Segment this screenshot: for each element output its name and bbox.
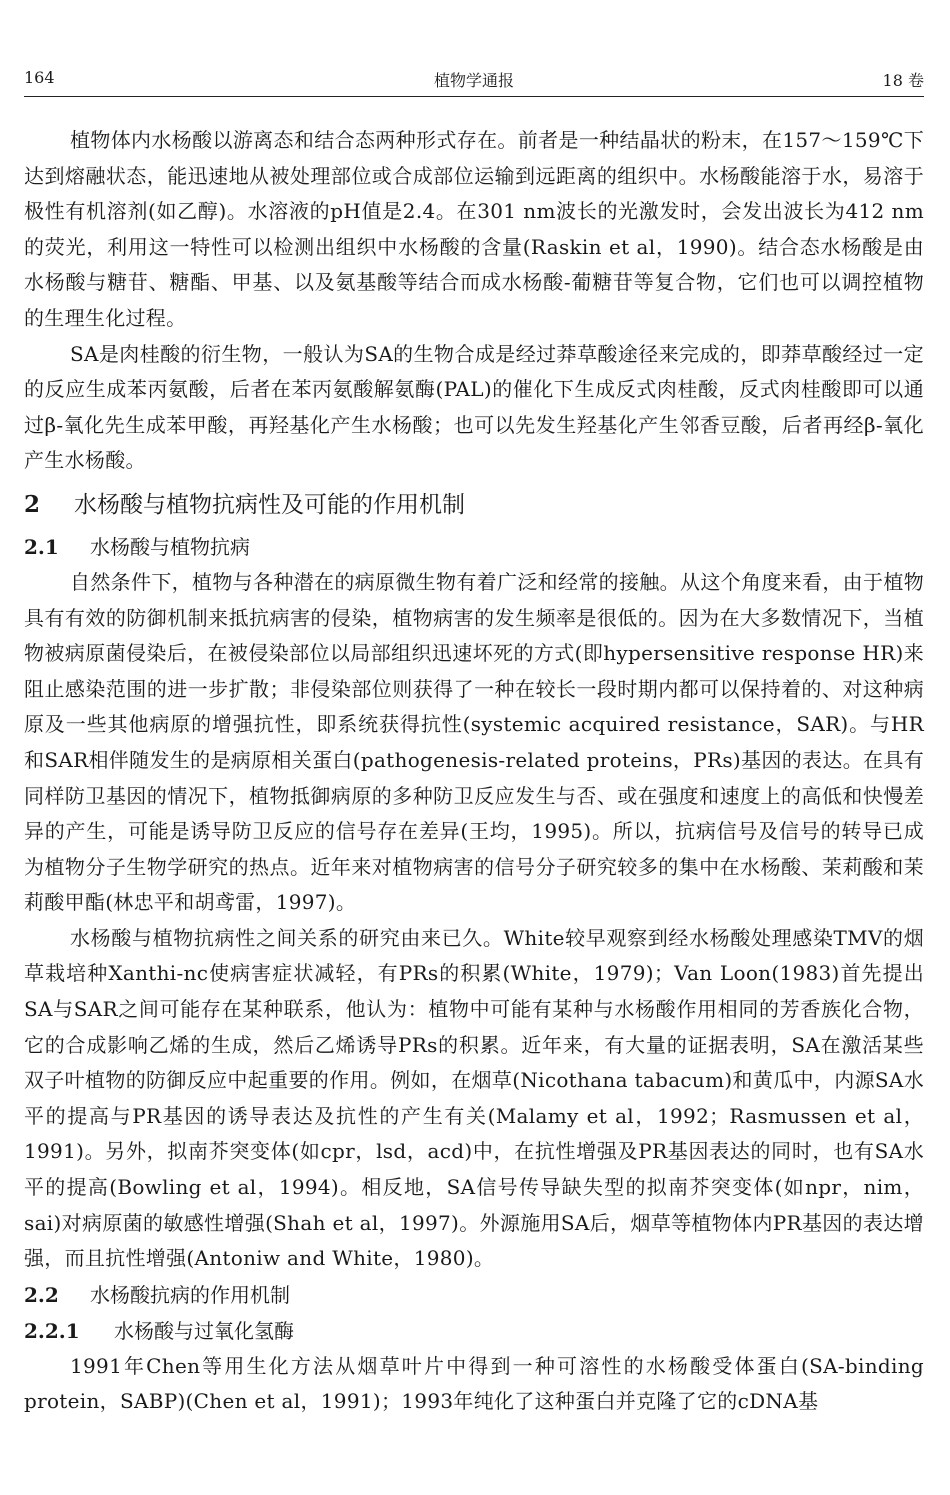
section-title: 水杨酸与植物抗病性及可能的作用机制: [74, 491, 465, 518]
document-page: [24, 0, 924, 1420]
paragraph-sabp: 1991年Chen等用生化方法从烟草叶片中得到一种可溶性的水杨酸受体蛋白(SA-binding protein，SABP)(Chen et al，1991)；1993年纯化了这种蛋白并克隆了它的cDNA基: [24, 1353, 924, 1414]
section-title: 水杨酸抗病的作用机制: [90, 1282, 290, 1307]
paragraph-sa-disease-research: 水杨酸与植物抗病性之间关系的研究由来已久。White较早观察到经水杨酸处理感染TMV的烟草栽培种Xanthi-nc使病害症状减轻，有PRs的积累(White，1979)；Van Loon(1983)首先提出SA与SAR之间可能存在某种联系，他认为：植物中可能有某种与水杨酸作用相同的芳香族化合物，它的合成影响乙烯的生成，然后乙烯诱导PRs的积累。近年来，有大量的证据表明，SA在激活某些双子叶植物的防御反应中起重要的作用。例如，在烟草(Nicothana tabacum)和黄瓜中，内源SA水平的提高与PR基因的诱导表达及抗性的产生有关(Malamy et al，1992；Rasmussen et al，1991)。另外，拟南芥突变体(如cpr，lsd，acd)中，在抗性增强及PR基因表达的同时，也有SA水平的提高(Bowling et al，1994)。相反地，SA信号传导缺失型的拟南芥突变体(如npr，nim，sai)对病原菌的敏感性增强(Shah et al，1997)。外源施用SA后，烟草等植物体内PR基因的表达增强，而且抗性增强(Antoniw and White，1980)。: [24, 925, 924, 1271]
section-heading-2-2-1: [24, 1313, 924, 1349]
volume-label: 18 卷: [882, 71, 924, 90]
section-number: 2.1: [24, 534, 59, 559]
paragraph-sa-biosynthesis: SA是肉桂酸的衍生物，一般认为SA的生物合成是经过莽草酸途径来完成的，即莽草酸经过一定的反应生成苯丙氨酸，后者在苯丙氨酸解氨酶(PAL)的催化下生成反式肉桂酸，反式肉桂酸即可以通过β-氧化先生成苯甲酸，再羟基化产生水杨酸；也可以先发生羟基化产生邻香豆酸，后者再经β-氧化产生水杨酸。: [24, 341, 924, 473]
section-title: 水杨酸与过氧化氢酶: [114, 1318, 294, 1343]
section-heading-2-2: [24, 1277, 924, 1313]
article-body: [24, 123, 924, 1420]
running-header: [24, 0, 924, 97]
paragraph-salicylic-forms: 植物体内水杨酸以游离态和结合态两种形式存在。前者是一种结晶状的粉末，在157～159℃下达到熔融状态，能迅速地从被处理部位或合成部位运输到远距离的组织中。水杨酸能溶于水，易溶于极性有机溶剂(如乙醇)。水溶液的pH值是2.4。在301 nm波长的光激发时，会发出波长为412 nm的荧光，利用这一特性可以检测出组织中水杨酸的含量(Raskin et al，1990)。结合态水杨酸是由水杨酸与糖苷、糖酯、甲基、以及氨基酸等结合而成水杨酸-葡糖苷等复合物，它们也可以调控植物的生理生化过程。: [24, 128, 924, 330]
section-heading-2-1: [24, 529, 924, 565]
section-number: 2: [24, 490, 41, 518]
journal-title: 植物学通报: [433, 71, 514, 90]
page-number: 164: [24, 68, 55, 87]
section-heading-2: [24, 481, 924, 529]
paragraph-natural-resistance: 自然条件下，植物与各种潜在的病原微生物有着广泛和经常的接触。从这个角度来看，由于植物具有有效的防御机制来抵抗病害的侵染，植物病害的发生频率是很低的。因为在大多数情况下，当植物被病原菌侵染后，在被侵染部位以局部组织迅速坏死的方式(即hypersensitive response HR)来阻止感染范围的进一步扩散；非侵染部位则获得了一种在较长一段时期内都可以保持着的、对这种病原及一些其他病原的增强抗性，即系统获得抗性(systemic acquired resistance，SAR)。与HR和SAR相伴随发生的是病原相关蛋白(pathogenesis-related proteins，PRs)基因的表达。在具有同样防卫基因的情况下，植物抵御病原的多种防卫反应发生与否、或在强度和速度上的高低和快慢差异的产生，可能是诱导防卫反应的信号存在差异(王均，1995)。所以，抗病信号及信号的转导已成为植物分子生物学研究的热点。近年来对植物病害的信号分子研究较多的集中在水杨酸、茉莉酸和茉莉酸甲酯(林忠平和胡鸢雷，1997)。: [24, 569, 924, 915]
section-number: 2.2.1: [24, 1318, 80, 1343]
section-title: 水杨酸与植物抗病: [90, 534, 250, 559]
section-number: 2.2: [24, 1282, 59, 1307]
